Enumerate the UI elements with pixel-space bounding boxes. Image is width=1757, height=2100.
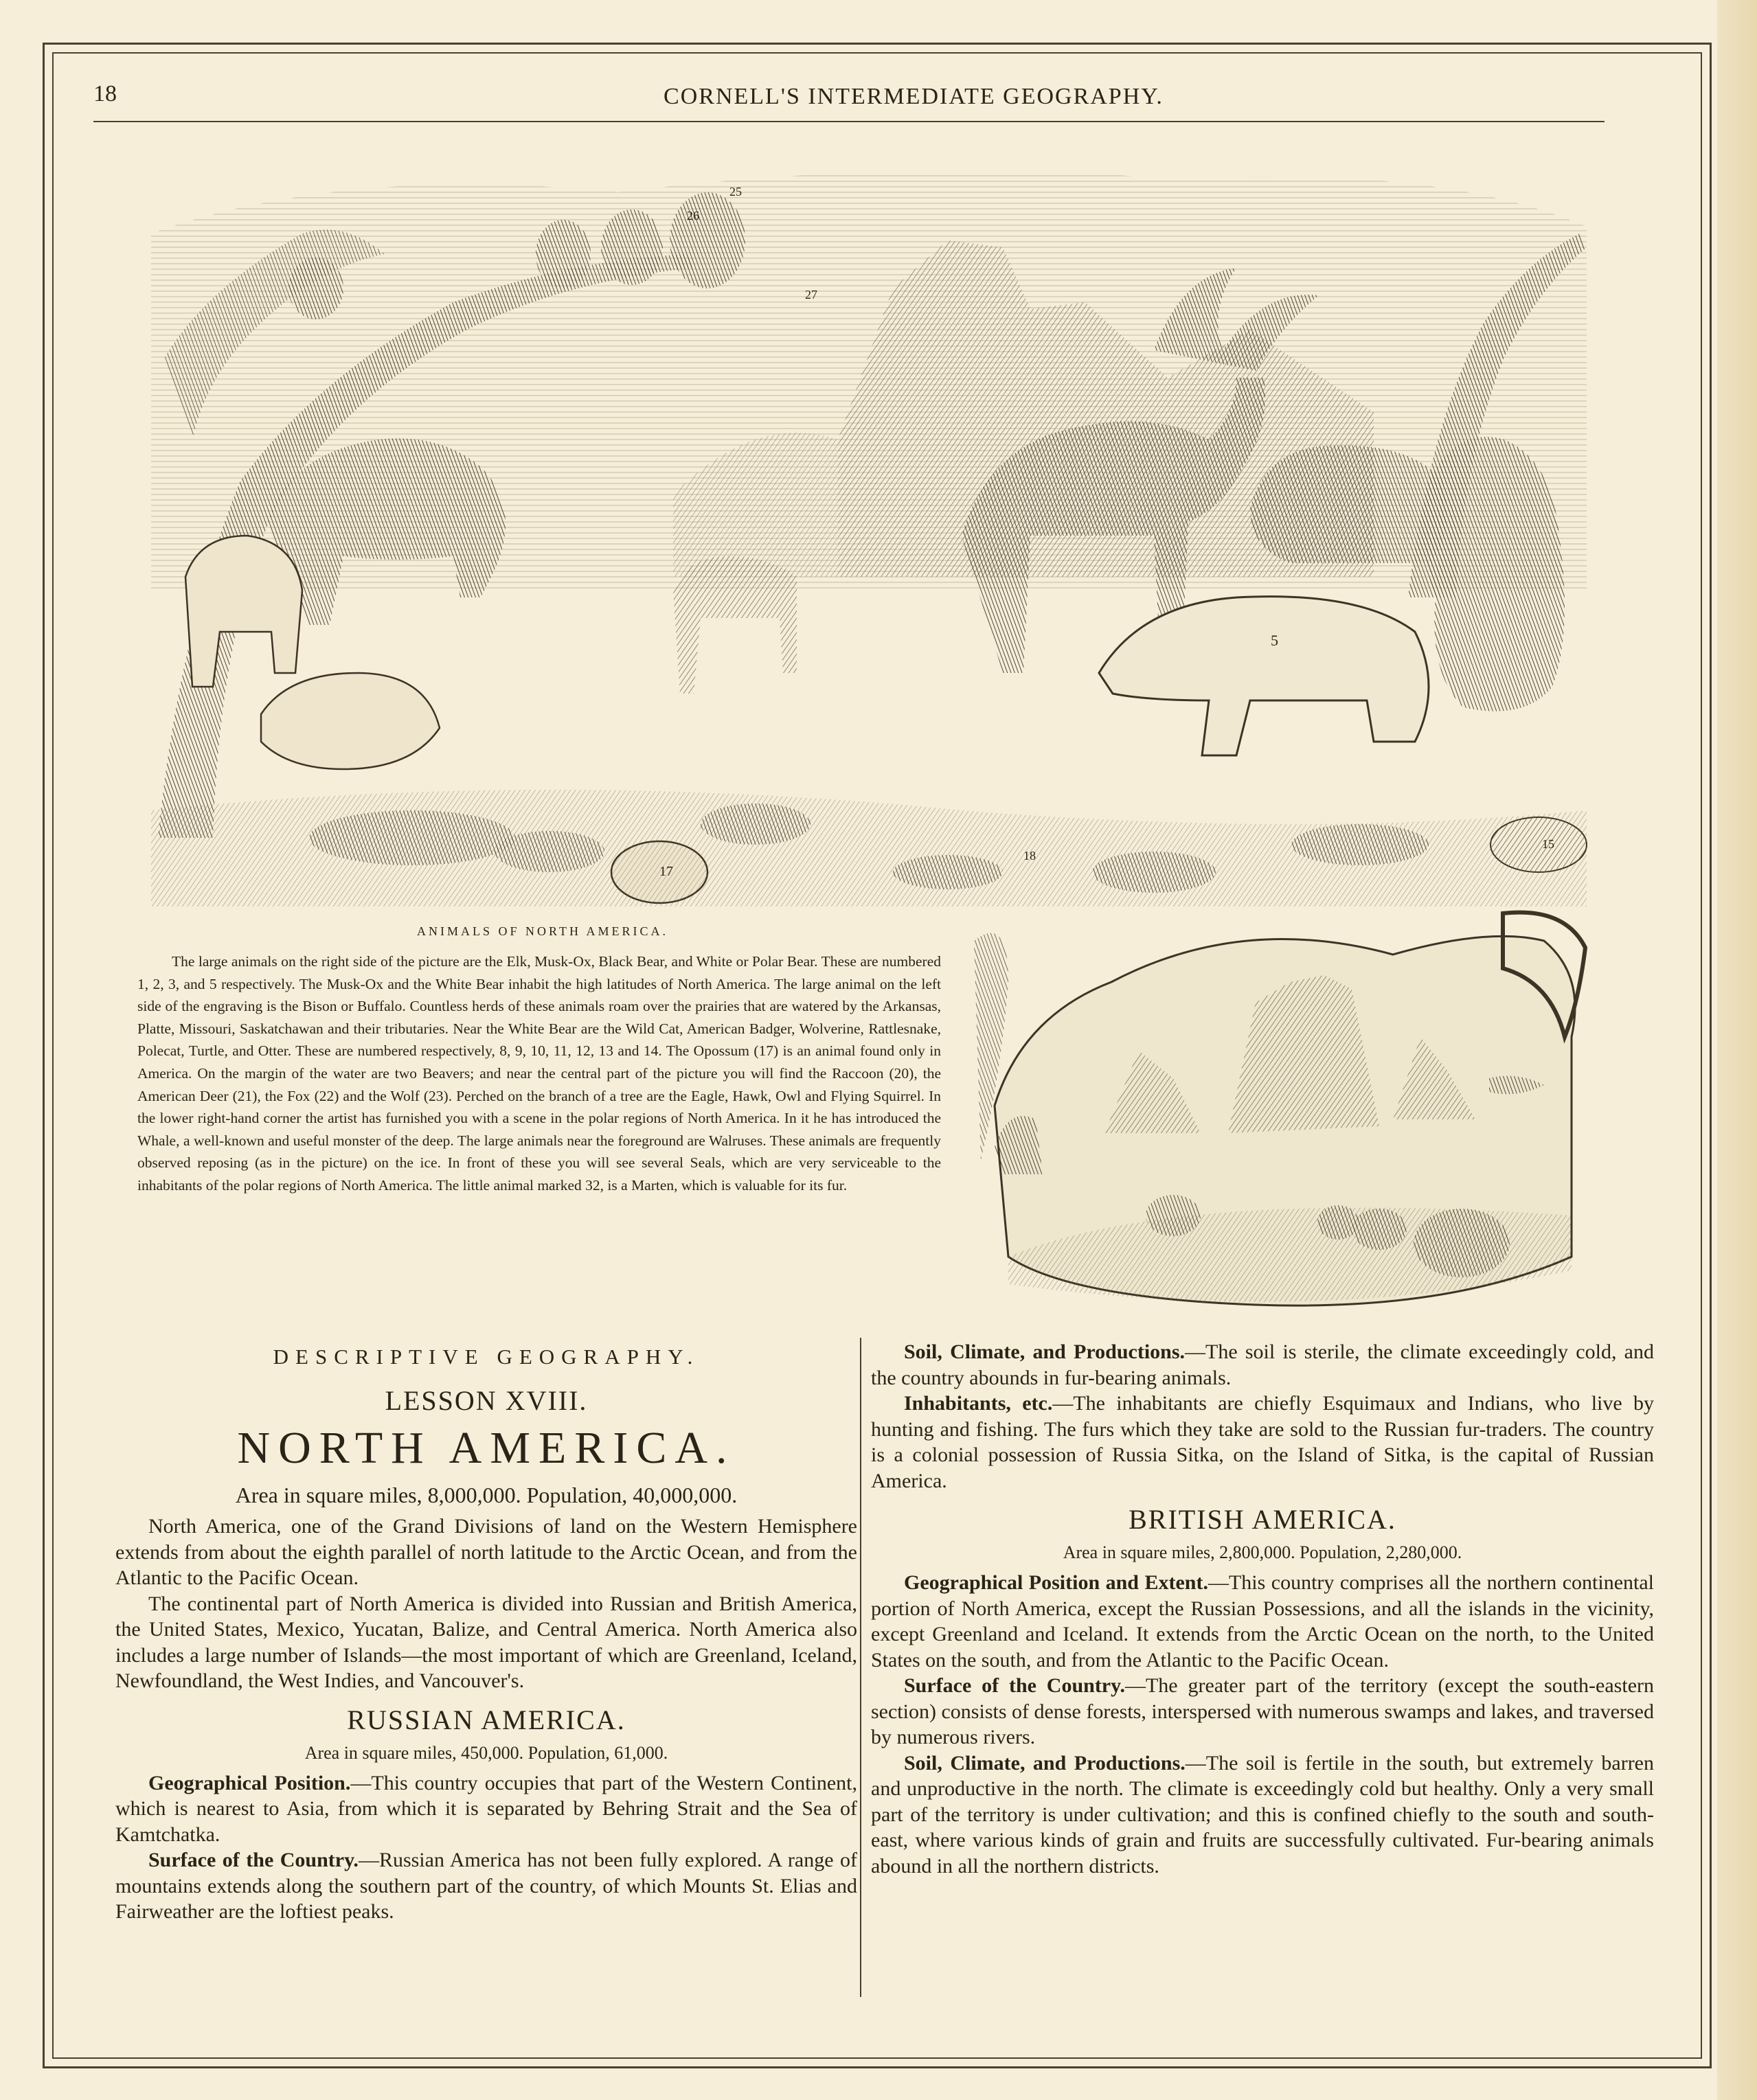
paragraph-text: —The inhabitants are chiefly Esquimaux and Indians, who live by hunting and fishing. The furs which they take are sold to the Russian fur-traders. The country is a colonial possession of Russia Sitka, on the Island of Sitka, is the capital of Russian America. <box>871 1392 1654 1492</box>
paragraph-lead: Soil, Climate, and Productions. <box>904 1751 1186 1774</box>
british-america-heading: BRITISH AMERICA. <box>1129 1504 1396 1535</box>
number-label: 15 <box>1542 837 1554 851</box>
right-column <box>871 1339 1654 1879</box>
paragraph <box>871 1391 1654 1494</box>
paragraph-text: —The greater part of the territory (except the south-eastern section) consists of dense forests, interspersed with numerous swamps and lakes, and traversed by numerous rivers. <box>871 1674 1654 1748</box>
paragraph <box>871 1339 1654 1391</box>
paragraph-lead: Surface of the Country. <box>148 1849 359 1871</box>
paragraph <box>115 1770 857 1848</box>
caption-text <box>137 950 941 1197</box>
paragraph <box>115 1847 857 1925</box>
animals-engraving <box>137 151 1600 913</box>
column-divider <box>860 1338 861 1997</box>
left-column <box>115 1345 857 1925</box>
paragraph <box>871 1750 1654 1880</box>
number-label: 26 <box>687 209 699 222</box>
area-population: Area in square miles, 8,000,000. Population, 40,000,000. <box>235 1483 738 1507</box>
paragraph: North America, one of the Grand Divisions of land on the Western Hemisphere extends from about the eighth parallel of north latitude to the Arctic Ocean, and from the Atlantic to the Pacific Ocean. <box>115 1515 857 1589</box>
number-label: 17 <box>659 864 673 879</box>
polar-art <box>967 900 1600 1325</box>
number-label: 18 <box>1023 849 1036 863</box>
polar-scene-engraving <box>967 900 1600 1325</box>
russian-area-population: Area in square miles, 450,000. Population, 61,000. <box>304 1742 668 1763</box>
running-title: CORNELL'S INTERMEDIATE GEOGRAPHY. <box>664 84 1164 109</box>
paragraph-text: —This country occupies that part of the Western Continent, which is nearest to Asia, from which it is separated by Behring Strait and the Sea of Kamtchatka. <box>115 1771 858 1846</box>
paragraph-lead: Geographical Position and Extent. <box>904 1571 1208 1594</box>
lesson-title: NORTH AMERICA. <box>237 1423 736 1473</box>
page-edge <box>1717 0 1757 2100</box>
caption-title: ANIMALS OF NORTH AMERICA. <box>417 924 668 938</box>
paragraph-text: —This country comprises all the northern continental portion of North America, except the Russian Possessions, and all the islands in the vicinity, except Greenland and Iceland. It extends from the Arctic Ocean on the north, to the United States on the south, and from the Atlantic to the Pacific Ocean. <box>871 1571 1655 1671</box>
british-area-population: Area in square miles, 2,800,000. Population, 2,280,000. <box>1063 1542 1462 1562</box>
paragraph <box>871 1673 1654 1750</box>
number-label: 25 <box>729 185 742 198</box>
paragraph-lead: Inhabitants, etc. <box>904 1392 1053 1415</box>
lesson-heading: LESSON XVIII. <box>385 1385 588 1416</box>
caption-paragraph: The large animals on the right side of the picture are the Elk, Musk-Ox, Black Bear, and White or Polar Bear. These are numbered 1, 2, 3, and 5 respectively. The Musk-Ox and the White Bear inhabit the high latitudes of North America. The large animal on the left side of the engraving is the Bison or Buffalo. Countless herds of these animals roam over the prairies that are watered by the Arkansas, Platte, Missouri, Saskatchawan and their tributaries. Near the White Bear are the Wild Cat, American Badger, Wolverine, Rattlesnake, Polecat, Turtle, and Otter. These are numbered respectively, 8, 9, 10, 11, 12, 13 and 14. The Opossum (17) is an animal found only in America. On the margin of the water are two Beavers; and near the central part of the picture you will find the Raccoon (20), the American Deer (21), the Fox (22) and the Wolf (23). Perched on the branch of a tree are the Eagle, Hawk, Owl and Flying Squirrel. In the lower right-hand corner the artist has furnished you with a scene in the polar regions of North America. In it he has introduced the Whale, a well-known and useful monster of the deep. The large animals near the foreground are Walruses. These animals are frequently observed reposing (as in the picture) on the ice. In front of these you will see several Seals, which are very serviceable to the inhabitants of the polar regions of North America. The little animal marked 32, is a Marten, which is valuable for its fur. <box>137 953 941 1194</box>
number-label: 27 <box>805 288 817 301</box>
russian-america-heading: RUSSIAN AMERICA. <box>347 1704 626 1735</box>
paragraph-text: —The soil is sterile, the climate exceedingly cold, and the country abounds in fur-bearing animals. <box>871 1340 1654 1389</box>
header-rule <box>93 121 1605 122</box>
paragraph: The continental part of North America is divided into Russian and British America, the United States, Mexico, Yucatan, Balize, and Central America. North America also includes a large number of Islands—the most important of which are Greenland, Iceland, Newfoundland, the West Indies, and Vancouver's. <box>115 1592 857 1692</box>
paragraph-lead: Surface of the Country. <box>904 1674 1125 1697</box>
page-number: 18 <box>93 81 117 106</box>
number-label: 5 <box>1271 632 1278 649</box>
paragraph-lead: Soil, Climate, and Productions. <box>904 1340 1186 1363</box>
paragraph-text: —Russian America has not been fully explored. A range of mountains extends along the southern part of the country, of which Mounts St. Elias and Fairweather are the loftiest peaks. <box>115 1849 857 1923</box>
paragraph-lead: Geographical Position. <box>148 1771 351 1794</box>
paragraph-text: —The soil is fertile in the south, but extremely barren and unproductive in the north. The climate is exceedingly cold but healthy. Only a very small part of the territory is under cultivation; and this is confined chiefly to the south and south-east, where various kinds of grain and fruits are successfully cultivated. Fur-bearing animals abound in all the northern districts. <box>871 1751 1654 1878</box>
section-kicker: DESCRIPTIVE GEOGRAPHY. <box>273 1345 700 1369</box>
paragraph <box>871 1570 1654 1673</box>
engraving-art <box>137 151 1600 913</box>
